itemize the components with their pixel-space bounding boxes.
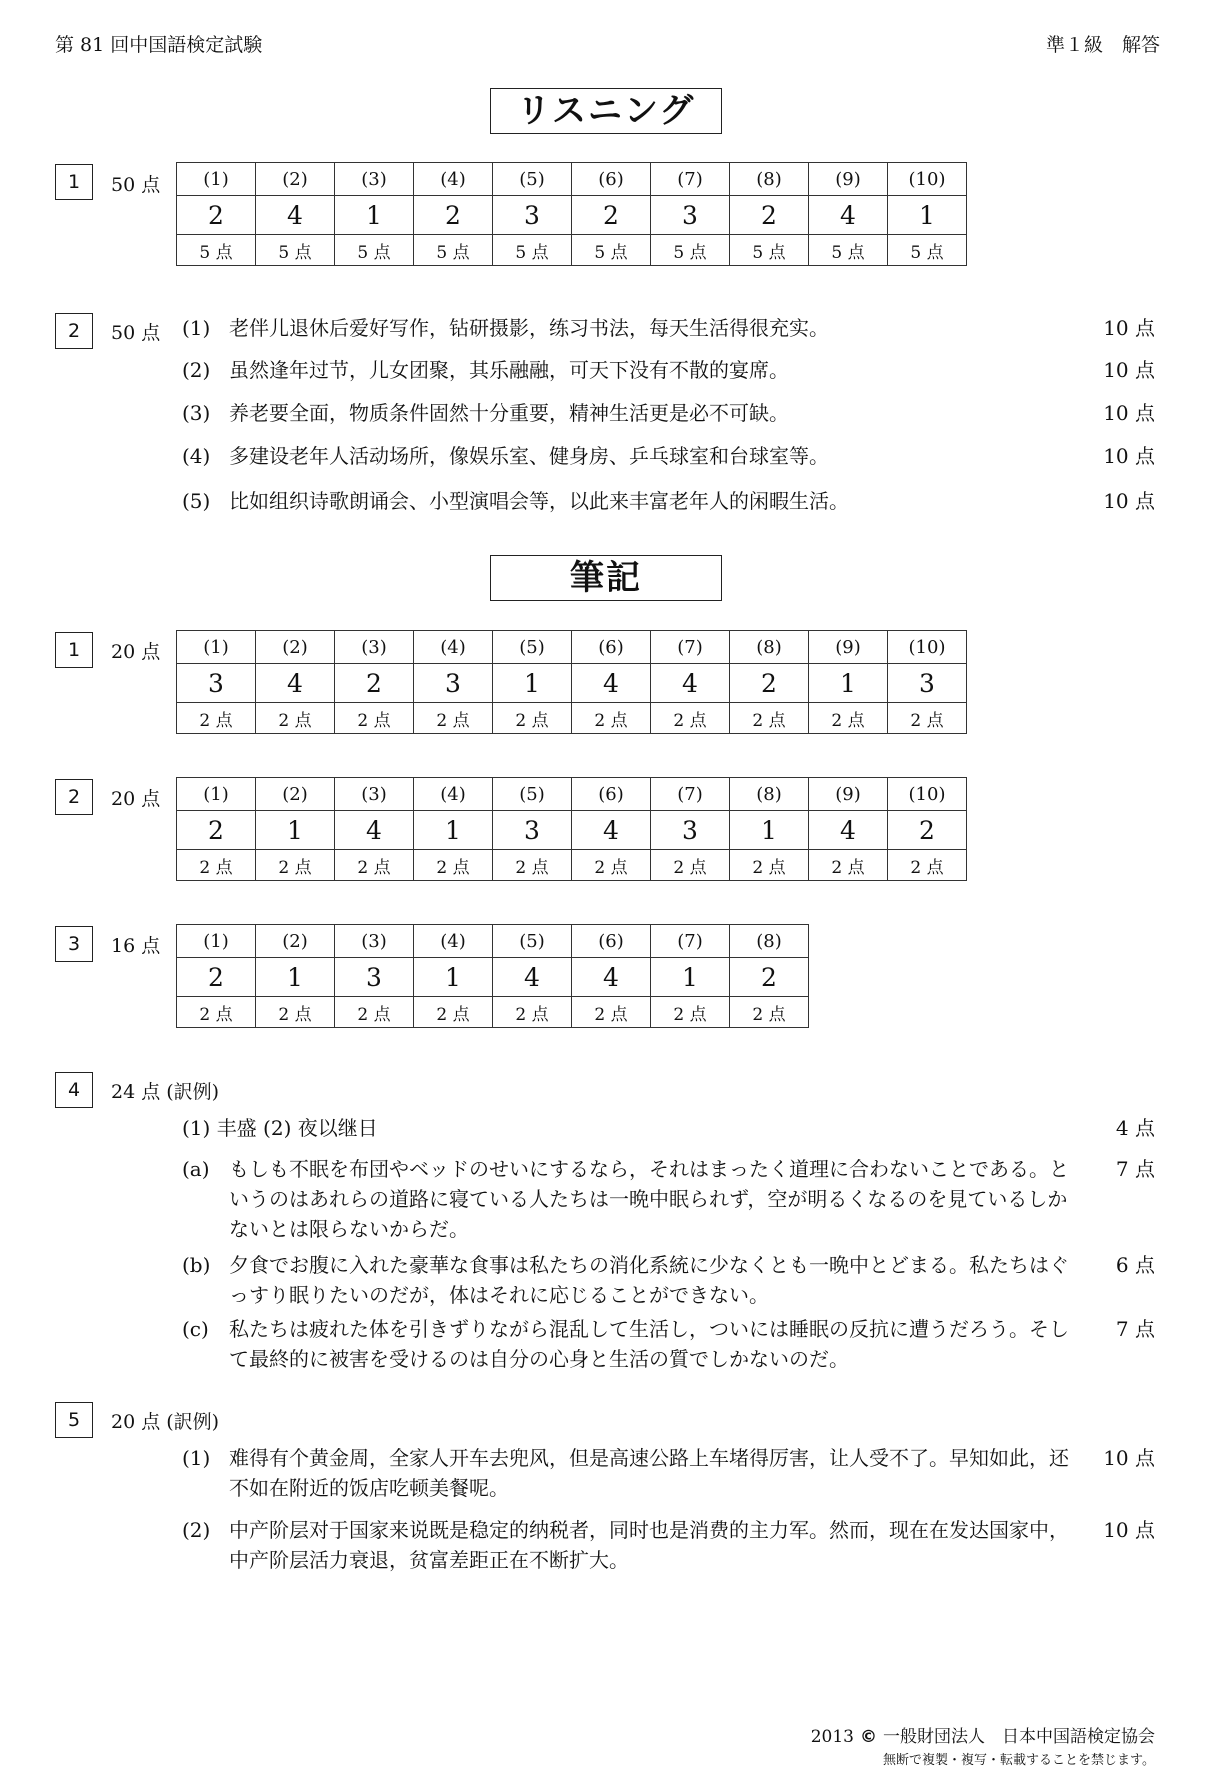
table-row-scores bbox=[177, 235, 967, 266]
answer-cell: 1 bbox=[256, 958, 335, 997]
score-cell: 2 点 bbox=[335, 703, 414, 734]
table-row-scores bbox=[177, 850, 967, 881]
score-cell: 2 点 bbox=[888, 850, 967, 881]
table-row-answers bbox=[177, 958, 809, 997]
listening-q2-label-2: (2) bbox=[182, 358, 211, 382]
answer-cell: 2 bbox=[414, 196, 493, 235]
listening-q2-text-3: 养老要全面，物质条件固然十分重要，精神生活更是必不可缺。 bbox=[229, 401, 789, 425]
writing-q4-label-b: (b) bbox=[182, 1253, 211, 1277]
header-cell: (1) bbox=[177, 925, 256, 958]
writing-q4-number: 4 bbox=[55, 1072, 93, 1108]
answer-cell: 2 bbox=[730, 664, 809, 703]
header-cell: (3) bbox=[335, 778, 414, 811]
listening-q2-text-4: 多建设老年人活动场所，像娱乐室、健身房、乒乓球室和台球室等。 bbox=[229, 444, 829, 468]
listening-q2-points: 50 点 bbox=[111, 322, 161, 344]
header-cell: (2) bbox=[256, 925, 335, 958]
writing-q5-text-2: 中产阶层对于国家来说既是稳定的纳税者，同时也是消费的主力军。然而，现在在发达国家中，中产阶层活力衰退，贫富差距正在不断扩大。 bbox=[229, 1518, 1069, 1572]
writing-q4-text-b: 夕食でお腹に入れた豪華な食事は私たちの消化系統に少なくとも一晩中とどまる。私たちはぐっすり眠りたいのだが，体はそれに応じることができない。 bbox=[229, 1253, 1069, 1307]
answer-table-writing-q2 bbox=[176, 777, 967, 881]
grade-answer-label: 準１級 解答 bbox=[1045, 34, 1160, 56]
score-cell: 2 点 bbox=[493, 850, 572, 881]
answer-cell: 2 bbox=[177, 958, 256, 997]
answer-cell: 2 bbox=[730, 958, 809, 997]
writing-q5-label-2: (2) bbox=[182, 1518, 211, 1542]
writing-q3-number: 3 bbox=[55, 926, 93, 962]
score-cell: 2 点 bbox=[809, 703, 888, 734]
writing-q4-points-value: 24 点 bbox=[111, 1081, 161, 1103]
header-cell: (6) bbox=[572, 631, 651, 664]
header-cell: (7) bbox=[651, 778, 730, 811]
answer-cell: 2 bbox=[335, 664, 414, 703]
header-cell: (10) bbox=[888, 631, 967, 664]
answer-cell: 1 bbox=[493, 664, 572, 703]
writing-q4-label-a: (a) bbox=[182, 1157, 210, 1181]
answer-cell: 1 bbox=[414, 958, 493, 997]
score-cell: 2 点 bbox=[177, 997, 256, 1028]
answer-cell: 4 bbox=[809, 196, 888, 235]
table-row-answers bbox=[177, 811, 967, 850]
answer-cell: 4 bbox=[572, 811, 651, 850]
answer-cell: 3 bbox=[888, 664, 967, 703]
listening-q2-text-1: 老伴儿退休后爱好写作，钻研摄影，练习书法，每天生活得很充实。 bbox=[229, 316, 829, 340]
header-cell: (10) bbox=[888, 778, 967, 811]
footer-year: 2013 bbox=[810, 1727, 854, 1747]
score-cell: 5 点 bbox=[414, 235, 493, 266]
score-cell: 2 点 bbox=[414, 997, 493, 1028]
listening-q2-score-4: 10 点 bbox=[1103, 444, 1155, 468]
score-cell: 2 点 bbox=[177, 703, 256, 734]
writing-q4-score-b: 6 点 bbox=[1115, 1253, 1155, 1277]
header-cell: (5) bbox=[493, 163, 572, 196]
header-cell: (9) bbox=[809, 631, 888, 664]
writing-q4-line1-score: 4 点 bbox=[1115, 1116, 1155, 1140]
answer-cell: 4 bbox=[809, 811, 888, 850]
writing-q4-text-a: もしも不眠を布団やベッドのせいにするなら，それはまったく道理に合わないことである。というのはあれらの道路に寝ている人たちは一晩中眠られず，空が明るくなるのを見ているしかないとは限らないからだ。 bbox=[229, 1157, 1069, 1241]
header-cell: (9) bbox=[809, 163, 888, 196]
answer-cell: 3 bbox=[651, 196, 730, 235]
score-cell: 2 点 bbox=[651, 850, 730, 881]
listening-q1-points: 50 点 bbox=[111, 174, 161, 196]
score-cell: 5 点 bbox=[177, 235, 256, 266]
writing-q1-points: 20 点 bbox=[111, 641, 161, 663]
answer-cell: 3 bbox=[414, 664, 493, 703]
header-cell: (7) bbox=[651, 631, 730, 664]
score-cell: 2 点 bbox=[572, 703, 651, 734]
score-cell: 2 点 bbox=[651, 997, 730, 1028]
table-row-answers bbox=[177, 664, 967, 703]
answer-cell: 1 bbox=[256, 811, 335, 850]
header-cell: (8) bbox=[730, 163, 809, 196]
header-cell: (3) bbox=[335, 163, 414, 196]
score-cell: 2 点 bbox=[335, 850, 414, 881]
header-cell: (2) bbox=[256, 163, 335, 196]
score-cell: 5 点 bbox=[572, 235, 651, 266]
score-cell: 2 点 bbox=[572, 997, 651, 1028]
writing-q3-points: 16 点 bbox=[111, 935, 161, 957]
score-cell: 2 点 bbox=[572, 850, 651, 881]
writing-q4-points bbox=[111, 1077, 219, 1104]
section-title-listening: リスニング bbox=[490, 88, 722, 134]
header-cell: (7) bbox=[651, 925, 730, 958]
answer-cell: 1 bbox=[730, 811, 809, 850]
score-cell: 2 点 bbox=[177, 850, 256, 881]
header-cell: (4) bbox=[414, 631, 493, 664]
header-cell: (1) bbox=[177, 778, 256, 811]
score-cell: 2 点 bbox=[493, 997, 572, 1028]
score-cell: 5 点 bbox=[730, 235, 809, 266]
answer-cell: 1 bbox=[335, 196, 414, 235]
listening-q2-score-3: 10 点 bbox=[1103, 401, 1155, 425]
answer-cell: 3 bbox=[651, 811, 730, 850]
writing-q5-score-1: 10 点 bbox=[1103, 1446, 1155, 1470]
writing-q4-score-c: 7 点 bbox=[1115, 1317, 1155, 1341]
writing-q5-note: (訳例) bbox=[166, 1411, 220, 1433]
score-cell: 5 点 bbox=[651, 235, 730, 266]
writing-q4-text-c: 私たちは疲れた体を引きずりながら混乱して生活し，ついには睡眠の反抗に遭うだろう。そして最終的に被害を受けるのは自分の心身と生活の質でしかないのだ。 bbox=[229, 1317, 1069, 1371]
header-cell: (2) bbox=[256, 778, 335, 811]
copyright-symbol: © bbox=[860, 1727, 877, 1747]
answer-cell: 3 bbox=[177, 664, 256, 703]
header-cell: (2) bbox=[256, 631, 335, 664]
table-row-answers bbox=[177, 196, 967, 235]
listening-q2-label-5: (5) bbox=[182, 489, 211, 513]
answer-cell: 3 bbox=[493, 811, 572, 850]
listening-q2-label-4: (4) bbox=[182, 444, 211, 468]
header-cell: (6) bbox=[572, 163, 651, 196]
table-row-headers bbox=[177, 778, 967, 811]
score-cell: 2 点 bbox=[888, 703, 967, 734]
answer-cell: 4 bbox=[572, 958, 651, 997]
answer-cell: 4 bbox=[572, 664, 651, 703]
header-cell: (8) bbox=[730, 925, 809, 958]
header-cell: (7) bbox=[651, 163, 730, 196]
writing-q5-text-1: 难得有个黄金周，全家人开车去兜风，但是高速公路上车堵得厉害，让人受不了。早知如此，还不如在附近的饭店吃顿美餐呢。 bbox=[229, 1446, 1069, 1500]
table-row-headers bbox=[177, 631, 967, 664]
writing-q5-points bbox=[111, 1407, 219, 1434]
score-cell: 5 点 bbox=[335, 235, 414, 266]
writing-q4-label-c: (c) bbox=[182, 1317, 209, 1341]
header-cell: (10) bbox=[888, 163, 967, 196]
answer-cell: 1 bbox=[809, 664, 888, 703]
listening-q2-label-3: (3) bbox=[182, 401, 211, 425]
footer-org: 一般財団法人 日本中国語検定協会 bbox=[883, 1727, 1155, 1747]
writing-q4-line1: (1) 丰盛 (2) 夜以继日 bbox=[182, 1116, 378, 1140]
exam-title: 第 81 回中国語検定試験 bbox=[55, 34, 263, 56]
listening-q1-number: 1 bbox=[55, 164, 93, 200]
header-cell: (6) bbox=[572, 778, 651, 811]
table-row-headers bbox=[177, 163, 967, 196]
score-cell: 5 点 bbox=[256, 235, 335, 266]
score-cell: 2 点 bbox=[256, 997, 335, 1028]
answer-table-listening-q1 bbox=[176, 162, 967, 266]
answer-cell: 2 bbox=[730, 196, 809, 235]
listening-q2-text-2: 虽然逢年过节，儿女团聚，其乐融融，可天下没有不散的宴席。 bbox=[229, 358, 789, 382]
score-cell: 2 点 bbox=[730, 703, 809, 734]
header-cell: (6) bbox=[572, 925, 651, 958]
header-cell: (1) bbox=[177, 631, 256, 664]
answer-cell: 2 bbox=[177, 811, 256, 850]
score-cell: 2 点 bbox=[256, 703, 335, 734]
score-cell: 2 点 bbox=[493, 703, 572, 734]
listening-q2-number: 2 bbox=[55, 313, 93, 349]
writing-q5-points-value: 20 点 bbox=[111, 1411, 161, 1433]
listening-q2-score-2: 10 点 bbox=[1103, 358, 1155, 382]
listening-q2-score-1: 10 点 bbox=[1103, 316, 1155, 340]
score-cell: 2 点 bbox=[335, 997, 414, 1028]
listening-q2-text-5: 比如组织诗歌朗诵会、小型演唱会等，以此来丰富老年人的闲暇生活。 bbox=[229, 489, 849, 513]
header-cell: (4) bbox=[414, 778, 493, 811]
answer-cell: 3 bbox=[493, 196, 572, 235]
score-cell: 2 点 bbox=[256, 850, 335, 881]
writing-q1-number: 1 bbox=[55, 632, 93, 668]
writing-q5-number: 5 bbox=[55, 1402, 93, 1438]
score-cell: 2 点 bbox=[414, 703, 493, 734]
section-title-writing: 筆記 bbox=[490, 555, 722, 601]
score-cell: 2 点 bbox=[651, 703, 730, 734]
header-cell: (3) bbox=[335, 631, 414, 664]
header-cell: (5) bbox=[493, 778, 572, 811]
answer-cell: 4 bbox=[651, 664, 730, 703]
footer-notice: 無断で複製・複写・転載することを禁じます。 bbox=[883, 1753, 1155, 1768]
answer-cell: 4 bbox=[335, 811, 414, 850]
footer-copyright bbox=[811, 1722, 1155, 1747]
writing-q4-score-a: 7 点 bbox=[1115, 1157, 1155, 1181]
answer-table-writing-q1 bbox=[176, 630, 967, 734]
header-cell: (8) bbox=[730, 778, 809, 811]
answer-cell: 2 bbox=[888, 811, 967, 850]
writing-q4-note: (訳例) bbox=[166, 1081, 220, 1103]
header-cell: (4) bbox=[414, 925, 493, 958]
table-row-scores bbox=[177, 997, 809, 1028]
writing-q2-points: 20 点 bbox=[111, 788, 161, 810]
answer-cell: 3 bbox=[335, 958, 414, 997]
answer-cell: 4 bbox=[493, 958, 572, 997]
answer-cell: 1 bbox=[414, 811, 493, 850]
score-cell: 2 点 bbox=[809, 850, 888, 881]
table-row-headers bbox=[177, 925, 809, 958]
answer-cell: 1 bbox=[651, 958, 730, 997]
header-cell: (8) bbox=[730, 631, 809, 664]
score-cell: 5 点 bbox=[888, 235, 967, 266]
writing-q5-label-1: (1) bbox=[182, 1446, 211, 1470]
listening-q2-score-5: 10 点 bbox=[1103, 489, 1155, 513]
answer-cell: 2 bbox=[572, 196, 651, 235]
answer-cell: 2 bbox=[177, 196, 256, 235]
header-cell: (9) bbox=[809, 778, 888, 811]
answer-cell: 4 bbox=[256, 664, 335, 703]
writing-q2-number: 2 bbox=[55, 779, 93, 815]
answer-cell: 1 bbox=[888, 196, 967, 235]
score-cell: 2 点 bbox=[730, 850, 809, 881]
header-cell: (4) bbox=[414, 163, 493, 196]
score-cell: 5 点 bbox=[493, 235, 572, 266]
header-cell: (3) bbox=[335, 925, 414, 958]
answer-cell: 4 bbox=[256, 196, 335, 235]
header-cell: (5) bbox=[493, 925, 572, 958]
score-cell: 2 点 bbox=[414, 850, 493, 881]
score-cell: 2 点 bbox=[730, 997, 809, 1028]
score-cell: 5 点 bbox=[809, 235, 888, 266]
header-cell: (5) bbox=[493, 631, 572, 664]
answer-table-writing-q3 bbox=[176, 924, 809, 1028]
header-cell: (1) bbox=[177, 163, 256, 196]
writing-q5-score-2: 10 点 bbox=[1103, 1518, 1155, 1542]
table-row-scores bbox=[177, 703, 967, 734]
listening-q2-label-1: (1) bbox=[182, 316, 211, 340]
